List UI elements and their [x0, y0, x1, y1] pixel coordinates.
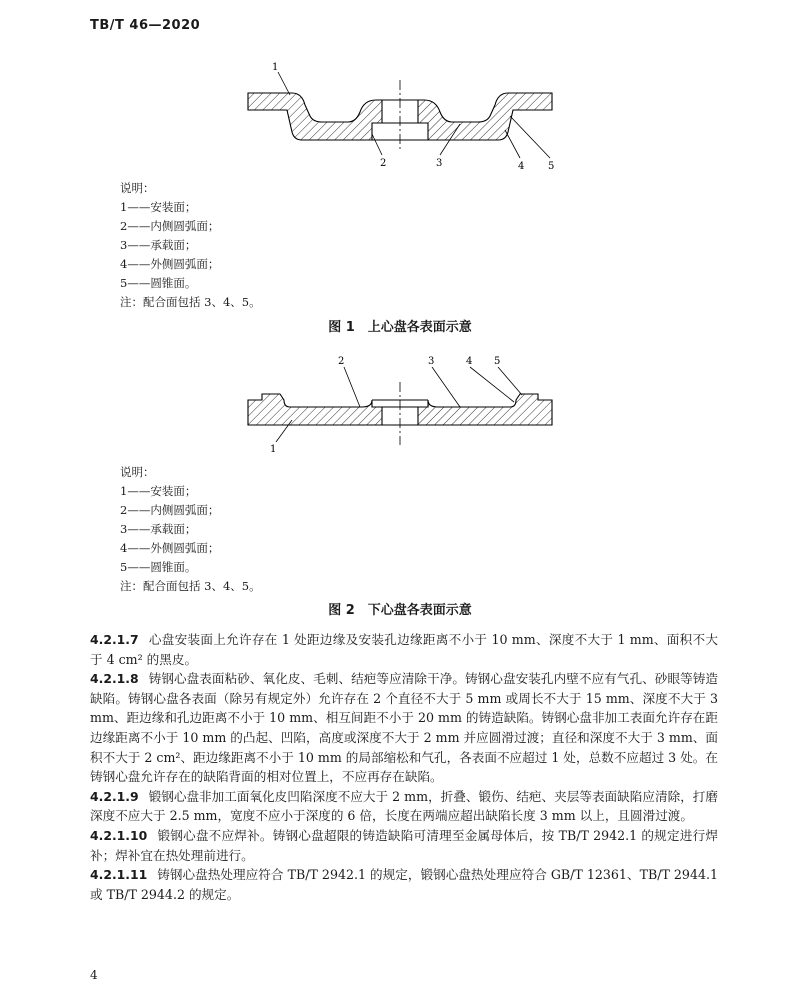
figure-2-legend [120, 463, 261, 596]
standard-code: TB/T 46—2020 [90, 18, 201, 33]
page-number: 4 [90, 968, 98, 982]
clause-4-2-1-7 [90, 630, 718, 669]
fig2-section-left [248, 394, 382, 425]
clause-text: 心盘安装面上允许存在 1 处距边缘及安装孔边缘距离不小于 10 mm、深度不大于 1 mm、面积不大于 4 cm² 的黑皮。 [90, 632, 718, 667]
fig1-label-4: 4 [518, 161, 525, 172]
fig1-label-2: 2 [380, 158, 387, 169]
fig2-label-2: 2 [338, 356, 345, 367]
clause-number: 4.2.1.9 [90, 788, 139, 804]
fig1-label-5: 5 [548, 161, 555, 172]
fig2-section-right [418, 394, 552, 425]
clause-4-2-1-8 [90, 669, 718, 787]
clause-number: 4.2.1.8 [90, 671, 139, 687]
figure-2-drawing [0, 350, 800, 460]
figure-1-caption: 图 1 上心盘各表面示意 [328, 320, 472, 335]
fig2-label-3: 3 [428, 356, 435, 367]
clause-text: 锻钢心盘非加工面氧化皮凹陷深度不应大于 2 mm，折叠、锻伤、结疤、夹层等表面缺陷应清除，打磨深度不应大于 2.5 mm，宽度不应小于深度的 6 倍，长度在两端应超出缺陷长度 3 mm 以上，且圆滑过渡。 [90, 788, 718, 824]
legend-item: 2——内侧圆弧面； [120, 219, 220, 233]
legend-item: 3——承载面； [120, 238, 197, 252]
fig1-label-1: 1 [272, 62, 279, 73]
legend-title: 说明： [120, 465, 155, 479]
clause-text: 锻钢心盘不应焊补。铸钢心盘超限的铸造缺陷可清理至金属母体后，按 TB/T 2942.1 的规定进行焊补；焊补宜在热处理前进行。 [90, 827, 718, 863]
fig1-label-3: 3 [436, 158, 443, 169]
legend-note: 注：配合面包括 3、4、5。 [120, 579, 261, 593]
legend-item: 4——外侧圆弧面； [120, 541, 220, 555]
legend-item: 5——圆锥面。 [120, 560, 197, 574]
legend-item: 1——安装面； [120, 484, 197, 498]
legend-note: 注：配合面包括 3、4、5。 [120, 295, 261, 309]
fig2-label-5: 5 [494, 356, 501, 367]
clause-number: 4.2.1.11 [90, 867, 148, 883]
figure-2-caption: 图 2 下心盘各表面示意 [328, 603, 472, 618]
clause-4-2-1-10 [90, 826, 718, 865]
legend-item: 3——承载面； [120, 522, 197, 536]
legend-item: 2——内侧圆弧面； [120, 503, 220, 517]
figure-1-legend [120, 179, 261, 312]
clause-number: 4.2.1.7 [90, 632, 139, 647]
fig2-label-1: 1 [270, 444, 277, 455]
legend-item: 1——安装面； [120, 200, 197, 214]
fig1-section-right [418, 93, 552, 140]
clause-4-2-1-11 [90, 865, 718, 904]
legend-item: 5——圆锥面。 [120, 276, 197, 290]
clause-number: 4.2.1.10 [90, 827, 148, 843]
clause-list [90, 630, 718, 904]
legend-title: 说明： [120, 181, 155, 195]
fig1-section-left [248, 93, 382, 140]
legend-item: 4——外侧圆弧面； [120, 257, 220, 271]
clause-text: 铸钢心盘热处理应符合 TB/T 2942.1 的规定，锻钢心盘热处理应符合 GB/T 12361、TB/T 2944.1 或 TB/T 2944.2 的规定。 [90, 867, 718, 902]
figure-1-drawing [0, 50, 800, 180]
clause-4-2-1-9 [90, 787, 718, 826]
fig2-label-4: 4 [466, 356, 473, 367]
clause-text: 铸钢心盘表面粘砂、氧化皮、毛刺、结疤等应清除干净。铸钢心盘安装孔内壁不应有气孔、砂眼等铸造缺陷。铸钢心盘各表面（除另有规定外）允许存在 2 个直径不大于 5 mm 或周长不大于 15 mm、深度不大于 3 mm、距边缘和孔边距离不小于 10 mm、相互间距不小于 20 mm 的铸造缺陷。铸钢心盘非加工表面允许存在距边缘距离不小于 10 mm 的凸起、凹陷，高度或深度不大于 2 mm 并应圆滑过渡；直径和深度不大于 3 mm、面积不大于 2 cm²、距边缘距离不小于 10 mm 的局部缩松和气孔，各表面不应超过 1 处，总数不应超过 3 处。在铸钢心盘允许存在的缺陷背面的相对位置上，不应再存在缺陷。 [90, 671, 718, 785]
